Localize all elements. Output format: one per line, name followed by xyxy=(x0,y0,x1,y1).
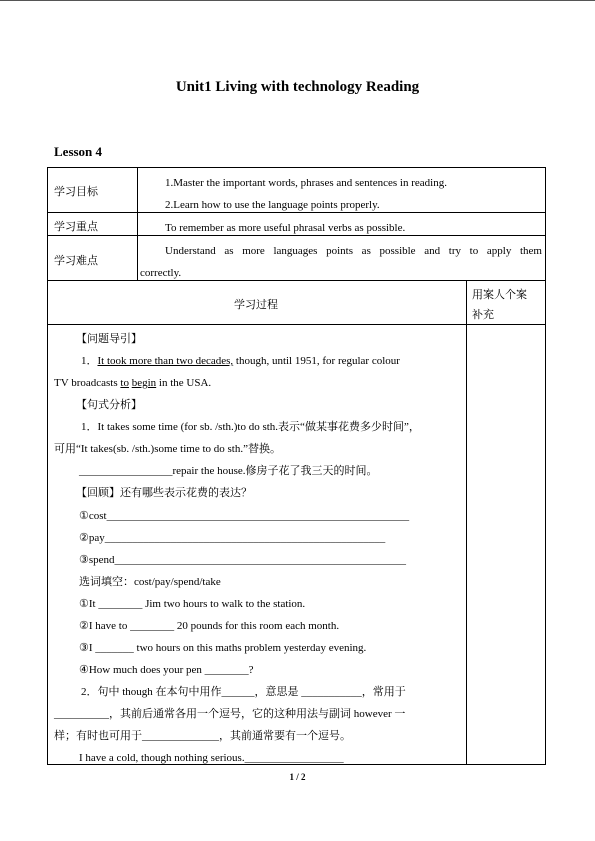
goal-item-1: 1.Master the important words, phrases and sentences in reading. xyxy=(165,177,447,189)
difficulty-text-line1: Understand as more languages points as possible and try to apply them xyxy=(165,245,542,257)
review-spend: ③spend_____________________________________________________ xyxy=(79,554,407,566)
row-divider xyxy=(48,280,545,281)
row-divider xyxy=(48,324,545,325)
underlined-word: to xyxy=(120,377,129,389)
analysis-heading: 【句式分析】 xyxy=(76,399,142,411)
review-cost: ①cost_______________________________________________________ xyxy=(79,510,410,522)
label-column-divider xyxy=(137,168,138,280)
goal-label: 学习目标 xyxy=(54,186,98,198)
page-top-rule xyxy=(0,0,595,1)
guide-heading: 【问题导引】 xyxy=(76,333,142,345)
process-header: 学习过程 xyxy=(234,299,278,311)
sentence-text: in the USA. xyxy=(156,377,212,389)
though-example: I have a cold, though nothing serious.__________________ xyxy=(79,752,344,764)
supplement-header-line1: 用案人个案 xyxy=(472,289,527,301)
review-pay: ②pay___________________________________________________ xyxy=(79,532,386,544)
though-point-line3: 样；有时也可用于______________，其前通常要有一个逗号。 xyxy=(54,730,351,742)
study-plan-table xyxy=(47,167,546,765)
fill-item-2: ②I have to ________ 20 pounds for this room each month. xyxy=(79,620,340,632)
analysis-example: _________________repair the house.修房子花了我三天的时间。 xyxy=(79,465,378,477)
underlined-phrase: It took more than two decades, xyxy=(97,355,234,367)
source-sentence-line1 xyxy=(81,354,400,368)
sentence-number: 1． xyxy=(81,355,98,367)
focus-text: To remember as more useful phrasal verbs as possible. xyxy=(165,222,406,234)
underlined-word: begin xyxy=(131,377,157,389)
sentence-text: though, until 1951, for regular colour xyxy=(233,355,400,367)
supplement-header-line2: 补充 xyxy=(472,309,494,321)
fill-instruction: 选词填空：cost/pay/spend/take xyxy=(79,576,221,588)
goal-item-2: 2.Learn how to use the language points properly. xyxy=(165,199,380,211)
lesson-heading: Lesson 4 xyxy=(54,144,103,159)
page-title: Unit1 Living with technology Reading xyxy=(175,79,420,95)
sentence-text: TV broadcasts xyxy=(54,377,121,389)
difficulty-label: 学习难点 xyxy=(54,255,98,267)
row-divider xyxy=(48,235,545,236)
though-point-line1: 2．句中 though 在本句中用作______，意思是 ___________，常用于 xyxy=(81,686,406,698)
fill-item-3: ③I _______ two hours on this maths problem yesterday evening. xyxy=(79,642,367,654)
analysis-point-1-cont: 可用“It takes(sb. /sth.)some time to do sth.”替换。 xyxy=(54,443,281,455)
focus-label: 学习重点 xyxy=(54,221,98,233)
page-number: 1 / 2 xyxy=(289,772,306,782)
analysis-point-1: 1．It takes some time (for sb. /sth.)to do sth.表示“做某事花费多少时间”， xyxy=(81,421,420,433)
review-heading: 【回顾】还有哪些表示花费的表达？ xyxy=(76,487,252,499)
fill-item-1: ①It ________ Jim two hours to walk to the station. xyxy=(79,598,306,610)
though-point-line2: __________，其前后通常各用一个逗号，它的这种用法与副词 however 一 xyxy=(54,708,406,720)
fill-item-4: ④How much does your pen ________? xyxy=(79,664,254,676)
difficulty-text-line2: correctly. xyxy=(140,267,182,279)
source-sentence-line2 xyxy=(54,376,211,390)
row-divider xyxy=(48,212,545,213)
supplement-column-divider xyxy=(466,280,467,764)
